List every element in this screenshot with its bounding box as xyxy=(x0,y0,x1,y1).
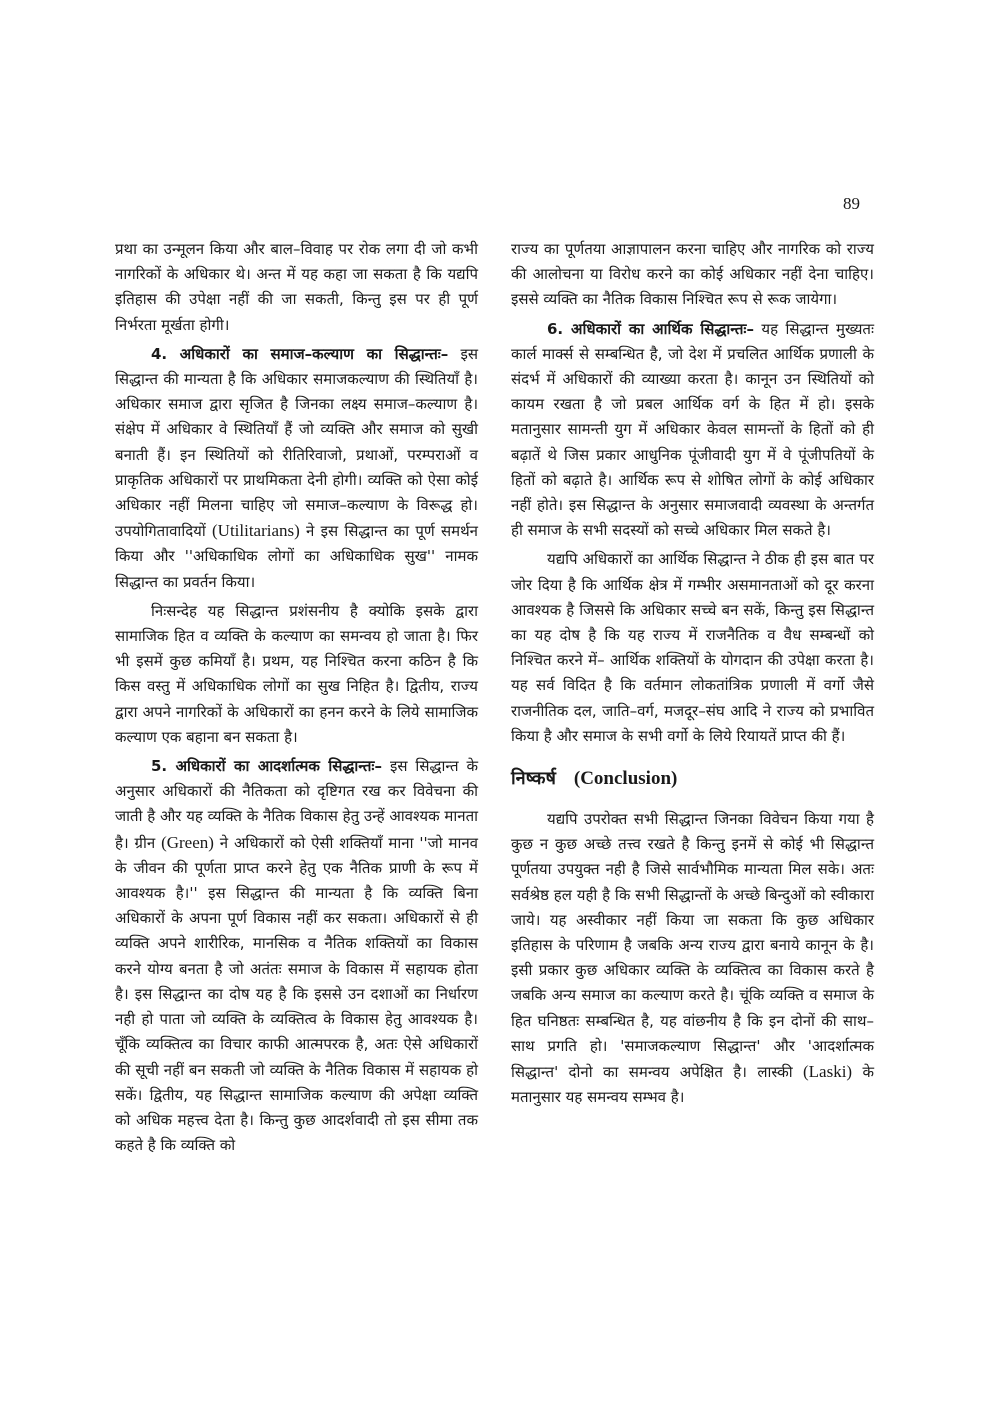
paragraph-welfare-critique: निःसन्देह यह सिद्धान्त प्रशंसनीय है क्योकि इसके द्वारा सामाजिक हित व व्यक्ति के कल्याण का समन्वय हो जाता है। फिर भी इसमें कुछ कमियाँ है। प्रथम, यह निश्चित करना कठिन है कि किस वस्तु में अधिकाधिक लोगों का सुख निहित है। द्वितीय, राज्य द्वारा अपने नागरिकों के अधिकारों का हनन करने के लिये सामाजिक कल्याण एक बहाना बन सकता है। xyxy=(115,601,478,746)
idealistic-theory-text-a: इस सिद्धान्त के अनुसार अधिकारों की नैतिकता को दृष्टिगत रख कर विवेचना की जाती है और यह व्यक्ति के नैतिक विकास हेतु उन्हें आवश्यक मानता है। ग्रीन xyxy=(115,757,478,852)
right-column xyxy=(511,237,874,1115)
laski-term: (Laski) xyxy=(803,1062,853,1082)
paragraph-economic-theory xyxy=(511,317,874,544)
left-column xyxy=(115,237,478,1162)
paragraph-economic-critique: यद्यपि अधिकारों का आर्थिक सिद्धान्त ने ठीक ही इस बात पर जोर दिया है कि आर्थिक क्षेत्र में गम्भीर असमानताओं को दूर करना आवश्यक है जिससे कि अधिकार सच्चे बन सकें, किन्तु इस सिद्धान्त का यह दोष है कि यह राज्य में राजनैतिक व वैध सम्बन्धों को निश्चित करने में– आर्थिक शक्तियों के योगदान की उपेक्षा करता है। यह सर्व विदित है कि वर्तमान लोकतांत्रिक प्रणाली में वर्गो जैसे राजनीतिक दल, जाति–वर्ग, मजदूर–संघ आदि ने राज्य को प्रभावित किया है और समाज के सभी वर्गो के लिये रियायतें प्राप्त की हैं। xyxy=(511,550,874,745)
heading-economic-theory: 6. अधिकारों का आर्थिक सिद्धान्तः– xyxy=(547,319,754,338)
paragraph-history-conclusion: प्रथा का उन्मूलन किया और बाल–विवाह पर रोक लगा दी जो कभी नागरिकों के अधिकार थे। अन्त में यह कहा जा सकता है कि यद्यपि इतिहास की उपेक्षा नहीं की जा सकती, किन्तु इस पर ही पूर्ण निर्भरता मूर्खता होगी। xyxy=(115,240,478,334)
conclusion-heading-hindi: निष्कर्ष xyxy=(511,768,556,790)
conclusion-text-a: यद्यपि उपरोक्त सभी सिद्धान्त जिनका विवेचन किया गया है कुछ न कुछ अच्छे तत्त्व रखते है किन्तु इनमें से कोई भी सिद्धान्त पूर्णतया उपयुक्त नही है जिसे सार्वभौमिक मान्यता मिल सके। अतः सर्वश्रेष्ठ हल यही है कि सभी सिद्धान्तों के अच्छे बिन्दुओं को स्वीकारा जाये। यह अस्वीकार नहीं किया जा सकता कि कुछ अधिकार इतिहास के परिणाम है जबकि अन्य राज्य द्वारा बनाये कानून के है। इसी प्रकार कुछ अधिकार व्यक्ति के व्यक्तित्व का विकास करते है जबकि अन्य समाज का कल्याण करते है। चूंकि व्यक्ति व समाज के हित घनिष्ठतः सम्बन्धित है, यह वांछनीय है कि इन दोनों की साथ–साथ प्रगति हो। 'समाजकल्याण सिद्धान्त' और 'आदर्शात्मक सिद्धान्त' दोनो का समन्वय अपेक्षित है। लास्की xyxy=(511,810,874,1082)
paragraph-conclusion xyxy=(511,807,874,1110)
idealistic-theory-text-b: ने अधिकारों को ऐसी शक्तियाँ माना ''जो मानव के जीवन की पूर्णता प्राप्त करने हेतु एक नैतिक प्राणी के रूप में आवश्यक है।'' इस सिद्धान्त की मान्यता है कि व्यक्ति बिना अधिकारों के अपना पूर्ण विकास नहीं कर सकता। अधिकारों से ही व्यक्ति अपने शारीरिक, मानसिक व नैतिक शक्तियों का विकास करने योग्य बनता है जो अतंतः समाज के विकास में सहायक होता है। इस सिद्धान्त का दोष यह है कि इससे उन दशाओं का निर्धारण नही हो पाता जो व्यक्ति के व्यक्तित्व के विकास हेतु आवश्यक है। चूँकि व्यक्तित्व का विचार काफी आत्मपरक है, अतः ऐसे अधिकारों की सूची नहीं बन सकती जो व्यक्ति के नैतिक विकास में सहायक हो सकें। द्वितीय, यह सिद्धान्त सामाजिक कल्याण की अपेक्षा व्यक्ति को अधिक महत्त्व देता है। किन्तु कुछ आदर्शवादी तो इस सीमा तक कहते है कि व्यक्ति को xyxy=(115,833,478,1155)
heading-idealistic-theory: 5. अधिकारों का आदर्शात्मक सिद्धान्तः– xyxy=(151,757,382,776)
page-number: 89 xyxy=(843,194,860,213)
paragraph-idealistic-continued: राज्य का पूर्णतया आज्ञापालन करना चाहिए और नागरिक को राज्य की आलोचना या विरोध करने का कोई अधिकार नहीं देना चाहिए। इससे व्यक्ति का नैतिक विकास निश्चित रूप से रूक जायेगा। xyxy=(511,240,874,309)
welfare-theory-text-b: ने इस सिद्धान्त का पूर्ण समर्थन किया और ''अधिकाधिक लोगों का अधिकाधिक सुख'' नामक सिद्धान्त का प्रवर्तन किया। xyxy=(115,522,478,591)
green-term: (Green) xyxy=(161,832,214,852)
paragraph-welfare-theory xyxy=(115,342,478,595)
welfare-theory-text-a: इस सिद्धान्त की मान्यता है कि अधिकार समाजकल्याण की स्थितियाँ है। अधिकार समाज द्वारा सृजित है जिनका लक्ष्य समाज–कल्याण है। संक्षेप में अधिकार वे स्थितियाँ हैं जो व्यक्ति और समाज को सुखी बनाती हैं। इन स्थितियों को रीतिरिवाजो, प्रथाओं, परम्पराओं व प्राकृतिक अधिकारों पर प्राथमिकता देनी होगी। व्यक्ति को ऐसा कोई अधिकार नहीं मिलना चाहिए जो समाज–कल्याण के विरूद्ध हो। उपयोगितावादियों xyxy=(115,344,478,541)
conclusion-text-b: के मतानुसार यह समन्वय सम्भव है। xyxy=(511,1063,874,1107)
paragraph-idealistic-theory xyxy=(115,754,478,1158)
utilitarians-term: (Utilitarians) xyxy=(212,521,300,541)
heading-welfare-theory: 4. अधिकारों का समाज–कल्याण का सिद्धान्तः– xyxy=(151,344,449,363)
conclusion-heading-english: (Conclusion) xyxy=(573,768,678,790)
economic-theory-text: यह सिद्धान्त मुख्यतः कार्ल मार्क्स से सम्बन्धित है, जो देश में प्रचलित आर्थिक प्रणाली के संदर्भ में अधिकारों की व्याख्या करता है। कानून उन स्थितियों को कायम रखता है जो प्रबल आर्थिक वर्ग के हित में हो। इसके मतानुसार सामन्ती युग में अधिकार केवल सामन्तों के हितों को ही बढ़ातें थे जिस प्रकार आधुनिक पूंजीवादी युग में वे पूंजीपतियों के हितों को बढ़ाते है। आर्थिक रूप से शोषित लोगों के कोई अधिकार नहीं होते। इस सिद्धान्त के अनुसार समाजवादी व्यवस्था के अन्तर्गत ही समाज के सभी सदस्यों को सच्चे अधिकार मिल सकते है। xyxy=(511,319,874,540)
conclusion-heading xyxy=(511,767,874,791)
